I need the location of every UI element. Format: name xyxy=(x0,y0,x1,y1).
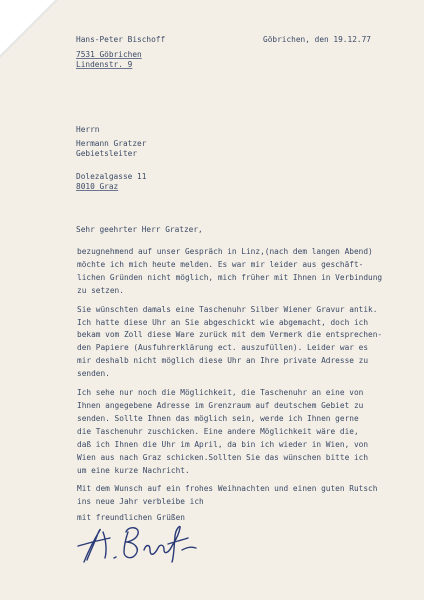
handwritten-signature xyxy=(70,522,210,567)
text-line: senden. Sollte Ihnen das möglich sein, werde ich Ihnen gerne xyxy=(77,413,359,423)
recipient-title: Gebietsleiter xyxy=(76,149,138,158)
text-line: Wien aus nach Graz schicken.Sollten Sie das wünschen bitte ich xyxy=(77,452,369,462)
paragraph xyxy=(77,483,407,509)
letter-greeting: Sehr geehrter Herr Gratzer, xyxy=(76,225,203,234)
text-line: Ich hatte diese Uhr an Sie abgeschickt wie abgemacht, doch ich xyxy=(77,317,369,327)
text-line: ins neue Jahr verbleibe ich xyxy=(77,497,204,507)
paragraph xyxy=(77,304,407,381)
text-line: lichen Gründen nicht möglich, mich früher mit Ihnen in Verbindung xyxy=(77,272,383,282)
recipient-street: Dolezalgasse 11 xyxy=(76,172,147,181)
paragraph xyxy=(77,387,407,477)
recipient-name: Hermann Gratzer xyxy=(76,139,147,148)
text-line: daß ich Ihnen die Uhr im April, da bin ich wieder in Wien, von xyxy=(77,439,369,449)
text-line: Sie wünschten damals eine Taschenuhr Silber Wiener Gravur antik. xyxy=(77,304,378,314)
paragraph xyxy=(77,246,407,298)
text-line: mir deshalb nicht möglich diese Uhr an Ihre private Adresse zu xyxy=(77,356,369,366)
sender-postcode-city: 7531 Göbrichen xyxy=(76,50,142,59)
text-line: Mit dem Wunsch auf ein frohes Weihnachten und einen guten Rutsch xyxy=(77,484,378,494)
text-line: senden. xyxy=(77,369,110,379)
text-line: den Papiere (Ausfuhrerklärung ect. auszufüllen). Leider war es xyxy=(77,343,369,353)
place-date: Göbrichen, den 19.12.77 xyxy=(263,35,371,44)
text-line: um eine kurze Nachricht. xyxy=(77,465,190,475)
recipient-postcode-city: 8010 Graz xyxy=(76,182,119,191)
text-line: zu setzen. xyxy=(77,285,124,295)
text-line: die Taschenuhr zuschicken. Eine andere Möglichkeit wäre die, xyxy=(77,426,359,436)
text-line: Ich sehe nur noch die Möglichkeit, die Taschenuhr an eine von xyxy=(77,388,364,398)
text-line: bezugnehmend auf unser Gespräch in Linz,(nach dem langen Abend) xyxy=(77,247,373,256)
text-line: bekam vom Zoll diese Ware zurück mit dem Vermerk die entsprechen- xyxy=(77,330,383,340)
recipient-salutation: Herrn xyxy=(76,125,100,134)
closing-phrase: mit freundlichen Grüßen xyxy=(77,513,185,522)
text-line: Ihnen angegebene Adresse im Grenzraum auf deutschem Gebiet zu xyxy=(77,400,364,410)
letter-body xyxy=(77,246,407,515)
text-line: möchte ich mich heute melden. Es war mir leider aus geschäft- xyxy=(77,259,364,269)
sender-street: Lindenstr. 9 xyxy=(76,60,133,69)
sender-name: Hans-Peter Bischoff xyxy=(76,35,166,44)
